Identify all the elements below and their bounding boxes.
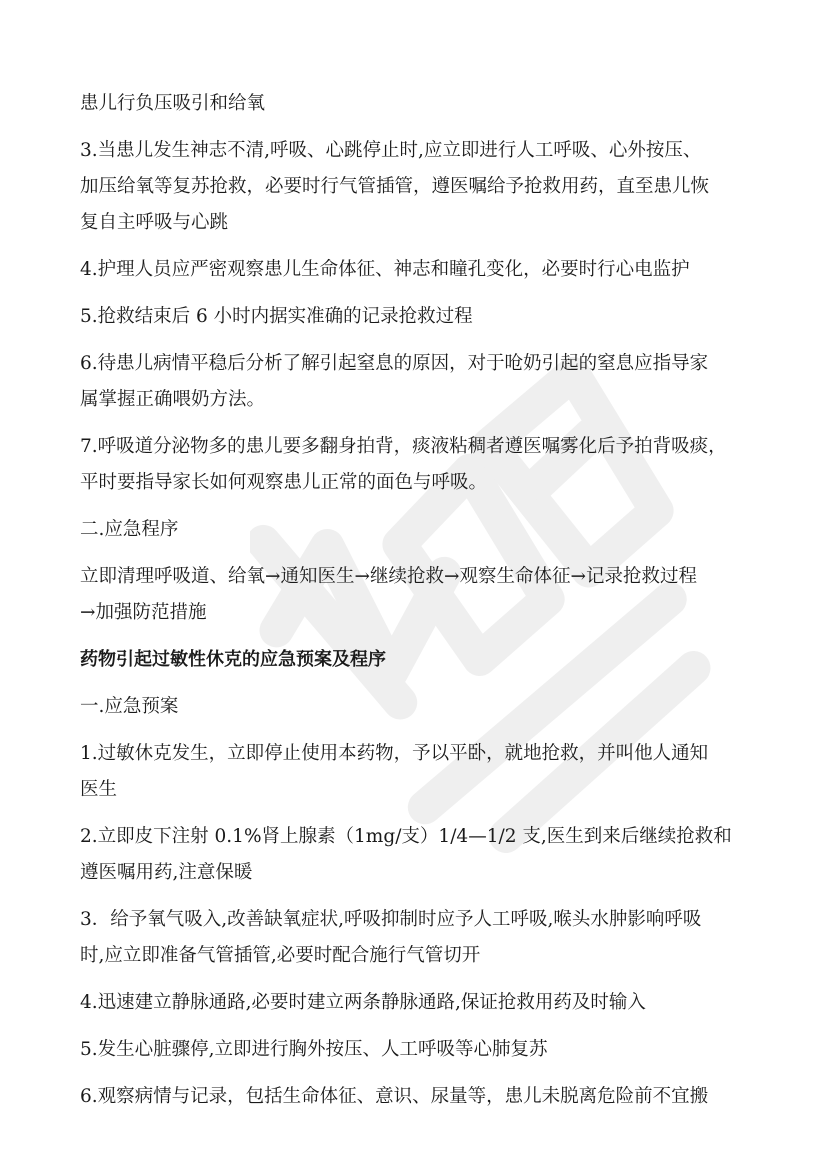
list-item-line: 加压给氧等复苏抢救，必要时行气管插管，遵医嘱给予抢救用药，直至患儿恢 <box>80 176 710 197</box>
section-suffocation-continued <box>80 86 760 631</box>
list-item: 5.发生心脏骤停,立即进行胸外按压、人工呼吸等心肺复苏 <box>80 1039 548 1060</box>
list-item-line: 遵医嘱用药,注意保暖 <box>80 862 253 883</box>
list-item-line: 6.待患儿病情平稳后分析了解引起窒息的原因，对于呛奶引起的窒息应指导家 <box>80 353 709 374</box>
list-item: 6.观察病情与记录，包括生命体征、意识、尿量等，患儿未脱离危险前不宜搬 <box>80 1086 709 1107</box>
intro-line: 患儿行负压吸引和给氧 <box>80 93 266 114</box>
section-title: 药物引起过敏性休克的应急预案及程序 <box>80 649 386 670</box>
list-item <box>80 736 760 808</box>
procedure-heading: 二.应急程序 <box>80 519 179 540</box>
list-item-line: 平时要指导家长如何观察患儿正常的面色与呼吸。 <box>80 472 488 493</box>
procedure-flow <box>80 559 760 631</box>
list-item: 4.迅速建立静脉通路,必要时建立两条静脉通路,保证抢救用药及时输入 <box>80 992 646 1013</box>
list-item <box>80 346 760 418</box>
list-item: 5.抢救结束后 6 小时内据实准确的记录抢救过程 <box>80 306 473 327</box>
list-item-line: 3．给予氧气吸入,改善缺氧症状,呼吸抑制时应予人工呼吸,喉头水肿影响呼吸 <box>80 909 702 930</box>
document-body <box>80 86 760 1115</box>
plan-heading: 一.应急预案 <box>80 696 179 717</box>
list-item-line: 属掌握正确喂奶方法。 <box>80 389 266 410</box>
list-item-line: 1.过敏休克发生，立即停止使用本药物，予以平卧，就地抢救，并叫他人通知 <box>80 743 709 764</box>
list-item <box>80 133 760 241</box>
list-item-line: 3.当患儿发生神志不清,呼吸、心跳停止时,应立即进行人工呼吸、心外按压、 <box>80 140 702 161</box>
list-item <box>80 429 760 501</box>
list-item <box>80 819 760 891</box>
list-item: 4.护理人员应严密观察患儿生命体征、神志和瞳孔变化，必要时行心电监护 <box>80 259 690 280</box>
list-item <box>80 902 760 974</box>
section-anaphylaxis <box>80 642 760 1115</box>
list-item-line: 2.立即皮下注射 0.1%肾上腺素（1mg/支）1/4—1/2 支,医生到来后继续抢救和 <box>80 826 732 847</box>
list-item-line: 7.呼吸道分泌物多的患儿要多翻身拍背，痰液粘稠者遵医嘱雾化后予拍背吸痰， <box>80 436 727 457</box>
list-item-line: 时,应立即准备气管插管,必要时配合施行气管切开 <box>80 945 481 966</box>
list-item-line: 医生 <box>80 779 118 800</box>
procedure-line: →加强防范措施 <box>80 602 207 623</box>
procedure-line: 立即清理呼吸道、给氧→通知医生→继续抢救→观察生命体征→记录抢救过程 <box>80 566 698 587</box>
list-item-line: 复自主呼吸与心跳 <box>80 212 229 233</box>
